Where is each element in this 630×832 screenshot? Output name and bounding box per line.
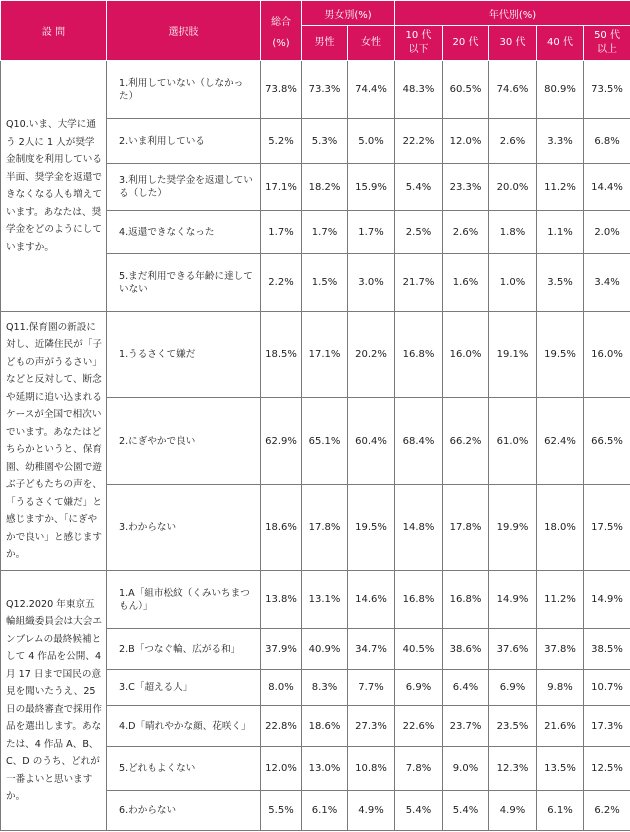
value-cell: 6.8% [584,119,630,164]
question-text: Q11.保育園の新設に対し、近隣住民が「子どもの声がうるさい」などと反対して、断念や延期に追い込まれるケースが全国で相次いでいます。あなたはどちらかというと、保育園、幼稚園や公園で遊ぶ子どもたちの声を、「うるさくて嫌だ」と感じますか、「にぎやかで良い」と感じますか。 [6,321,102,560]
value-cell: 23.3% [443,164,489,211]
value-cell: 20.0% [489,164,537,211]
value-cell: 7.7% [348,670,395,706]
header-age30: 30 代 [489,26,537,61]
value-cell: 5.4% [395,791,443,831]
header-total [261,1,302,61]
option-label: 4.返還できなくなった [107,211,261,254]
option-label: 5.どれもよくない [107,747,261,791]
value-cell: 10.8% [348,747,395,791]
value-cell: 37.6% [489,629,537,670]
question-text: Q10.いま、大学に通う 2人に 1 人が奨学金制度を利用している半面、奨学金を返還できなくなる人も増えています。あなたは、奨学金をどのようにしていますか。 [6,119,102,253]
value-cell: 12.0% [443,119,489,164]
option-label: 1.利用していない（しなかった） [107,61,261,119]
value-cell: 19.5% [348,485,395,571]
value-cell: 6.9% [489,670,537,706]
value-cell: 21.6% [537,706,584,747]
header-age50-bottom: 以上 [597,44,618,55]
option-label: 2.いま利用している [107,119,261,164]
value-cell: 34.7% [348,629,395,670]
value-cell: 2.6% [489,119,537,164]
value-cell: 18.6% [302,706,348,747]
value-cell: 14.9% [489,571,537,629]
value-cell: 40.9% [302,629,348,670]
value-cell: 16.8% [395,571,443,629]
value-cell: 2.0% [584,211,630,254]
header-age40: 40 代 [537,26,584,61]
value-cell: 17.1% [261,164,302,211]
value-cell: 8.0% [261,670,302,706]
option-label: 1.A「組市松紋（くみいちまつもん）」 [107,571,261,629]
header-age10-bottom: 以下 [408,44,429,55]
header-age20: 20 代 [443,26,489,61]
value-cell: 11.2% [537,571,584,629]
value-cell: 2.2% [261,254,302,312]
table-row [1,571,630,629]
value-cell: 13.8% [261,571,302,629]
value-cell: 1.7% [261,211,302,254]
value-cell: 20.2% [348,312,395,398]
value-cell: 17.1% [302,312,348,398]
value-cell: 6.1% [302,791,348,831]
value-cell: 6.9% [395,670,443,706]
value-cell: 10.7% [584,670,630,706]
question-cell [1,61,107,312]
value-cell: 5.0% [348,119,395,164]
question-text: Q12.2020 年東京五輪組織委員会は大会エンブレムの最終候補として 4 作品を公開、4 月 17 日まで国民の意見を聞いたうえ、25 日の最終審査で採用作品を選出します。あなたは、4 作品 A、B、C、D のうち、どれが一番よいと思いますか。 [6,598,102,802]
value-cell: 14.8% [395,485,443,571]
value-cell: 5.4% [395,164,443,211]
value-cell: 12.3% [489,747,537,791]
question-cell [1,571,107,831]
value-cell: 37.8% [537,629,584,670]
header-gender: 男女別(%) [302,1,395,26]
value-cell: 1.1% [537,211,584,254]
question-cell [1,312,107,571]
value-cell: 5.2% [261,119,302,164]
header-female: 女性 [348,26,395,61]
value-cell: 7.8% [395,747,443,791]
value-cell: 12.0% [261,747,302,791]
value-cell: 73.5% [584,61,630,119]
value-cell: 38.5% [584,629,630,670]
value-cell: 3.5% [537,254,584,312]
value-cell: 18.0% [537,485,584,571]
value-cell: 14.4% [584,164,630,211]
value-cell: 13.0% [302,747,348,791]
value-cell: 19.1% [489,312,537,398]
option-label: 5.まだ利用できる年齢に達していない [107,254,261,312]
value-cell: 16.0% [584,312,630,398]
value-cell: 62.9% [261,398,302,485]
value-cell: 18.6% [261,485,302,571]
value-cell: 38.6% [443,629,489,670]
value-cell: 60.5% [443,61,489,119]
value-cell: 74.6% [489,61,537,119]
value-cell: 6.4% [443,670,489,706]
value-cell: 22.6% [395,706,443,747]
value-cell: 18.5% [261,312,302,398]
value-cell: 48.3% [395,61,443,119]
value-cell: 61.0% [489,398,537,485]
table-row [1,312,630,398]
value-cell: 5.5% [261,791,302,831]
value-cell: 73.3% [302,61,348,119]
header-age10-top: 10 代 [405,30,432,41]
value-cell: 73.8% [261,61,302,119]
value-cell: 6.1% [537,791,584,831]
header-male: 男性 [302,26,348,61]
value-cell: 68.4% [395,398,443,485]
value-cell: 8.3% [302,670,348,706]
value-cell: 5.4% [443,791,489,831]
value-cell: 3.4% [584,254,630,312]
header-age50-top: 50 代 [594,30,620,41]
value-cell: 23.7% [443,706,489,747]
value-cell: 62.4% [537,398,584,485]
header-age10 [395,26,443,61]
option-label: 1.うるさくて嫌だ [107,312,261,398]
value-cell: 66.5% [584,398,630,485]
value-cell: 4.9% [348,791,395,831]
value-cell: 13.1% [302,571,348,629]
option-label: 4.D「晴れやかな顔、花咲く」 [107,706,261,747]
header-options: 選択肢 [107,1,261,61]
value-cell: 15.9% [348,164,395,211]
value-cell: 9.8% [537,670,584,706]
option-label: 2.B「つなぐ輪、広がる和」 [107,629,261,670]
value-cell: 16.0% [443,312,489,398]
value-cell: 23.5% [489,706,537,747]
value-cell: 1.7% [302,211,348,254]
option-label: 3.わからない [107,485,261,571]
value-cell: 19.9% [489,485,537,571]
value-cell: 6.2% [584,791,630,831]
value-cell: 17.3% [584,706,630,747]
value-cell: 3.0% [348,254,395,312]
option-label: 2.にぎやかで良い [107,398,261,485]
value-cell: 3.3% [537,119,584,164]
value-cell: 60.4% [348,398,395,485]
value-cell: 19.5% [537,312,584,398]
value-cell: 13.5% [537,747,584,791]
header-total-label: 総合 [271,16,291,28]
value-cell: 16.8% [443,571,489,629]
value-cell: 1.6% [443,254,489,312]
table-row [1,61,630,119]
value-cell: 14.6% [348,571,395,629]
value-cell: 74.4% [348,61,395,119]
value-cell: 11.2% [537,164,584,211]
value-cell: 22.2% [395,119,443,164]
value-cell: 1.8% [489,211,537,254]
value-cell: 17.8% [443,485,489,571]
value-cell: 5.3% [302,119,348,164]
header-age50 [584,26,630,61]
survey-body [1,61,630,831]
value-cell: 17.5% [584,485,630,571]
value-cell: 9.0% [443,747,489,791]
option-label: 3.C「超える人」 [107,670,261,706]
header-age: 年代別(%) [395,1,630,26]
value-cell: 27.3% [348,706,395,747]
value-cell: 40.5% [395,629,443,670]
value-cell: 65.1% [302,398,348,485]
value-cell: 12.5% [584,747,630,791]
value-cell: 37.9% [261,629,302,670]
value-cell: 14.9% [584,571,630,629]
value-cell: 22.8% [261,706,302,747]
value-cell: 2.6% [443,211,489,254]
header-question: 設 問 [1,1,107,61]
value-cell: 2.5% [395,211,443,254]
value-cell: 1.5% [302,254,348,312]
value-cell: 80.9% [537,61,584,119]
option-label: 6.わからない [107,791,261,831]
value-cell: 18.2% [302,164,348,211]
value-cell: 66.2% [443,398,489,485]
option-label: 3.利用した奨学金を返還している（した） [107,164,261,211]
value-cell: 1.0% [489,254,537,312]
value-cell: 4.9% [489,791,537,831]
value-cell: 1.7% [348,211,395,254]
value-cell: 16.8% [395,312,443,398]
header-total-unit: (%) [272,37,290,49]
value-cell: 21.7% [395,254,443,312]
value-cell: 17.8% [302,485,348,571]
